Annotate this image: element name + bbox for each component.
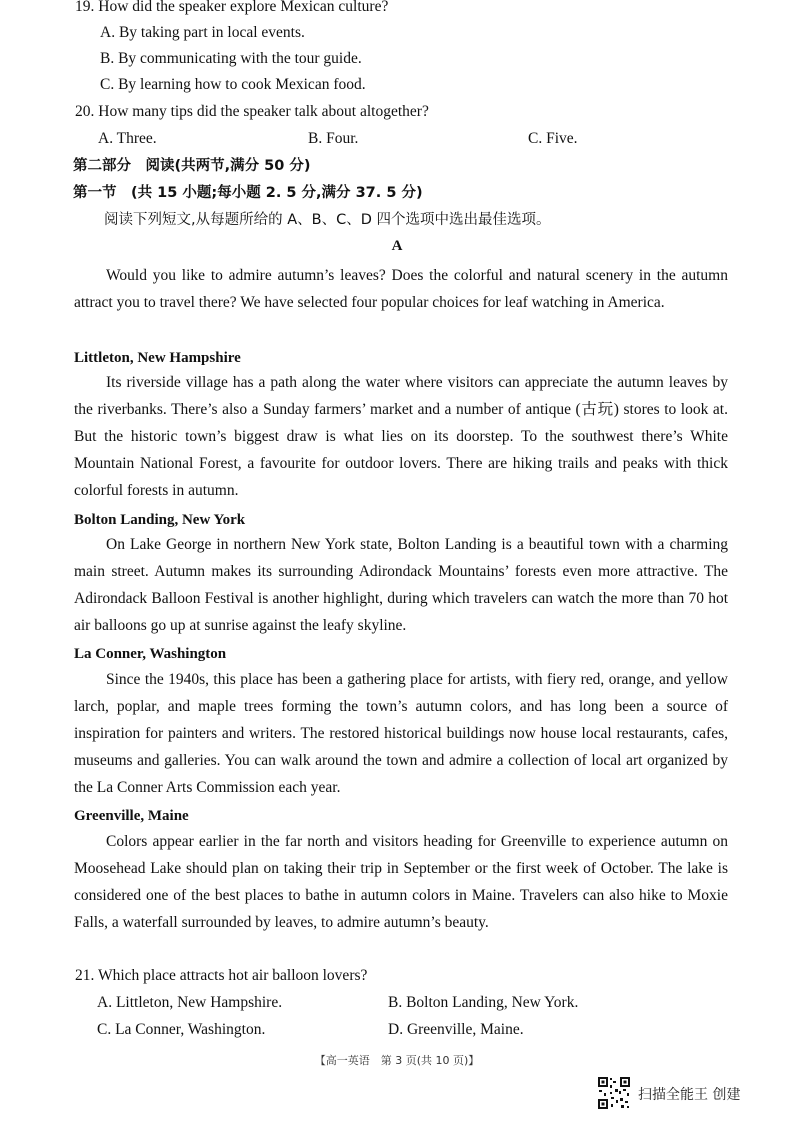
- q20-option-b: B. Four.: [308, 130, 359, 147]
- q21-option-b: B. Bolton Landing, New York.: [388, 994, 579, 1011]
- heading-la-conner: La Conner, Washington: [74, 646, 227, 662]
- paragraph-littleton: Its riverside village has a path along the water where visitors can appreciate the autumn leaves by the riverbanks. There’s also a Sunday farmers’ market and a number of antique (古玩) stores to look at. But the historic town’s biggest draw is what lies on its doorstep. To the southwest there’s White Mountain National Forest, a favourite for outdoor lovers. There are hiking trails and peaks with thick colorful forests in autumn.: [74, 374, 728, 499]
- paragraph-la-conner: Since the 1940s, this place has been a gathering place for artists, with fiery red, orange, and yellow larch, poplar, and maple trees forming the town’s autumn colors, and has long been a source of inspiration for painters and writers. The restored historical buildings now house local restaurants, cafes, museums and galleries. You can walk around the town and admire a collection of local art organized by the La Conner Arts Commission each year.: [74, 671, 728, 796]
- part2-heading: 第二部分 阅读(共两节,满分 50 分): [73, 158, 311, 174]
- qr-code-icon: [597, 1076, 631, 1110]
- q19-option-a: A. By taking part in local events.: [100, 24, 305, 41]
- q20-option-a: A. Three.: [98, 130, 157, 147]
- q19-stem: 19. How did the speaker explore Mexican culture?: [75, 0, 389, 15]
- scanner-watermark: 扫描全能王 创建: [638, 1087, 741, 1103]
- q21-option-d: D. Greenville, Maine.: [388, 1021, 524, 1038]
- q21-option-a: A. Littleton, New Hampshire.: [97, 994, 283, 1011]
- paragraph-greenville: Colors appear earlier in the far north and visitors heading for Greenville to experience autumn on Moosehead Lake should plan on taking their trip in September or the first week of October. The lake is considered one of the best places to bathe in autumn colors in Maine. Travelers can also hike to Moxie Falls, a waterfall surrounded by leaves, to admire autumn’s beauty.: [74, 833, 728, 931]
- heading-littleton: Littleton, New Hampshire: [74, 350, 241, 366]
- q19-option-c: C. By learning how to cook Mexican food.: [100, 76, 366, 93]
- passage-intro: Would you like to admire autumn’s leaves? Does the colorful and natural scenery in the autumn attract you to travel there? We have selected four popular choices for leaf watching in America.: [74, 267, 728, 311]
- q19-option-b: B. By communicating with the tour guide.: [100, 50, 362, 67]
- page-footer: 【高一英语 第 3 页(共 10 页)】: [314, 1054, 480, 1067]
- heading-bolton-landing: Bolton Landing, New York: [74, 512, 246, 528]
- q20-stem: 20. How many tips did the speaker talk about altogether?: [75, 103, 429, 120]
- passage-label: A: [391, 238, 403, 254]
- section1-heading: 第一节 (共 15 小题;每小题 2. 5 分,满分 37. 5 分): [73, 185, 423, 201]
- q21-option-c: C. La Conner, Washington.: [97, 1021, 266, 1038]
- q21-stem: 21. Which place attracts hot air balloon lovers?: [75, 967, 368, 984]
- reading-instruction: 阅读下列短文,从每题所给的 A、B、C、D 四个选项中选出最佳选项。: [104, 212, 551, 228]
- heading-greenville: Greenville, Maine: [74, 808, 189, 824]
- paragraph-bolton-landing: On Lake George in northern New York state, Bolton Landing is a beautiful town with a charming main street. Autumn makes its surrounding Adirondack Mountains’ forests even more attractive. The Adirondack Balloon Festival is another highlight, during which travelers can watch the more than 70 hot air balloons go up at sunrise against the leafy skyline.: [74, 536, 728, 634]
- q20-option-c: C. Five.: [528, 130, 578, 147]
